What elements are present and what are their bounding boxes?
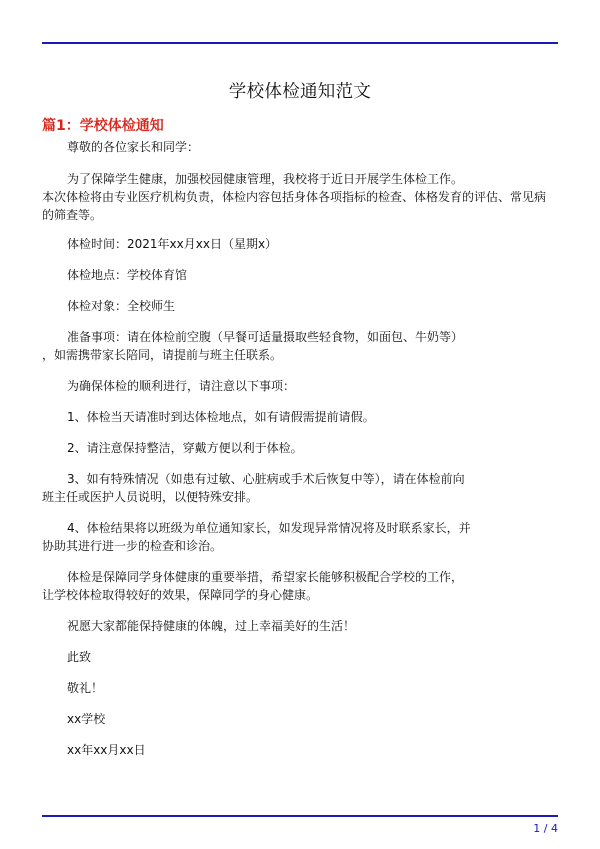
paragraph-line: 4、体检结果将以班级为单位通知家长，如发现异常情况将及时联系家长，并 [67, 521, 471, 535]
paragraph-line: 的筛查等。 [42, 208, 103, 222]
paragraph [42, 519, 558, 555]
paragraph-line: 体检地点：学校体育馆 [67, 268, 188, 282]
paragraph [42, 679, 558, 697]
paragraph [42, 741, 558, 759]
paragraph-line: ，如需携带家长陪同，请提前与班主任联系。 [42, 348, 283, 362]
header-rule [42, 42, 558, 44]
document-body [42, 138, 558, 772]
paragraph-line: xx学校 [67, 712, 106, 726]
paragraph-line: 让学校体检取得较好的效果，保障同学的身心健康。 [42, 588, 319, 602]
paragraph-line: 体检时间：2021年xx月xx日（星期x） [67, 237, 278, 251]
paragraph [42, 617, 558, 635]
paragraph [42, 328, 558, 364]
paragraph-line: 1、体检当天请准时到达体检地点，如有请假需提前请假。 [67, 410, 375, 424]
document-title: 学校体检通知范文 [228, 82, 372, 102]
paragraph [42, 710, 558, 728]
paragraph [42, 170, 558, 224]
paragraph-line: xx年xx月xx日 [67, 743, 146, 757]
paragraph-line: 协助其进行进一步的检查和诊治。 [42, 539, 223, 553]
paragraph [42, 297, 558, 315]
footer-rule [42, 815, 558, 817]
paragraph [42, 568, 558, 604]
paragraph [42, 138, 558, 156]
paragraph [42, 235, 558, 253]
paragraph-line: 为了保障学生健康，加强校园健康管理，我校将于近日开展学生体检工作。 [67, 172, 464, 186]
paragraph-line: 本次体检将由专业医疗机构负责，体检内容包括身体各项指标的检查、体格发育的评估、常见病 [42, 190, 547, 204]
paragraph-line: 敬礼！ [67, 681, 104, 695]
paragraph-line: 2、请注意保持整洁，穿戴方便以利于体检。 [67, 441, 303, 455]
paragraph [42, 439, 558, 457]
section-heading: 篇1：学校体检通知 [42, 118, 164, 134]
paragraph-line: 尊敬的各位家长和同学： [67, 140, 200, 154]
paragraph-line: 此致 [67, 650, 92, 664]
paragraph-line: 为确保体检的顺利进行，请注意以下事项： [67, 379, 296, 393]
paragraph [42, 470, 558, 506]
paragraph-line: 准备事项：请在体检前空腹（早餐可适量摄取些轻食物，如面包、牛奶等） [67, 330, 464, 344]
paragraph [42, 377, 558, 395]
paragraph-line: 班主任或医护人员说明，以便特殊安排。 [42, 490, 259, 504]
page-number: 1 / 4 [533, 822, 558, 835]
paragraph-line: 3、如有特殊情况（如患有过敏、心脏病或手术后恢复中等），请在体检前向 [67, 472, 465, 486]
paragraph-line: 体检是保障同学身体健康的重要举措，希望家长能够积极配合学校的工作， [67, 570, 464, 584]
paragraph-line: 体检对象：全校师生 [67, 299, 176, 313]
paragraph-line: 祝愿大家都能保持健康的体魄，过上幸福美好的生活！ [67, 619, 356, 633]
paragraph [42, 648, 558, 666]
paragraph [42, 408, 558, 426]
paragraph [42, 266, 558, 284]
